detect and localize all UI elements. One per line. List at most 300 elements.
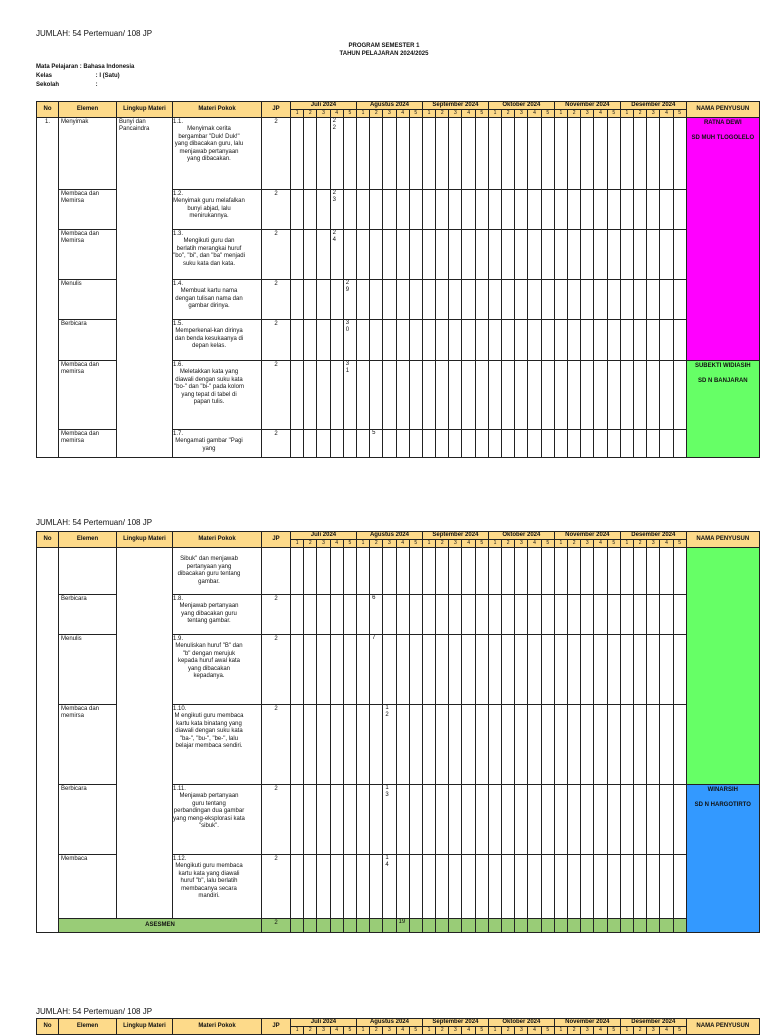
penyusun-cell: RATNA DEWI SD MUH TLOGOLELO xyxy=(686,118,759,361)
week-cell xyxy=(317,230,330,280)
week-cell xyxy=(488,785,501,855)
header-week: 2 xyxy=(634,1027,647,1035)
jp-cell: 2 xyxy=(262,705,291,785)
elemen-cell: Membaca dan Memirsa xyxy=(59,190,117,230)
week-cell xyxy=(673,705,686,785)
week-cell xyxy=(541,280,554,320)
header-week: 4 xyxy=(396,110,409,118)
week-cell xyxy=(488,430,501,458)
header-week: 1 xyxy=(422,1027,435,1035)
materi-pokok-cell xyxy=(173,190,262,230)
week-cell xyxy=(383,320,396,361)
week-cell xyxy=(304,280,317,320)
week-cell-mark: 7 xyxy=(370,635,383,705)
week-cell xyxy=(383,430,396,458)
jp-cell: 2 xyxy=(262,280,291,320)
header-week: 5 xyxy=(475,110,488,118)
week-cell xyxy=(660,919,673,933)
week-cell xyxy=(422,320,435,361)
week-cell xyxy=(607,705,620,785)
materi-text: Menjawab pertanyaan guru tentang perbandingan dua gambar yang meng-eksplorasi kata "sibuk". xyxy=(173,793,245,830)
row-number xyxy=(37,548,59,933)
week-cell xyxy=(330,635,343,705)
week-cell-mark: 2 3 xyxy=(330,190,343,230)
header-week: 4 xyxy=(528,110,541,118)
week-cell xyxy=(409,785,422,855)
header-month: November 2024 xyxy=(554,1019,620,1027)
week-cell xyxy=(581,230,594,280)
materi-pokok-cell xyxy=(173,230,262,280)
header-month: Juli 2024 xyxy=(291,102,357,110)
elemen-cell: Berbicara xyxy=(59,320,117,361)
week-cell xyxy=(462,705,475,785)
week-cell xyxy=(660,430,673,458)
header-week: 1 xyxy=(356,540,369,548)
week-cell xyxy=(383,548,396,595)
materi-number: 1.3. xyxy=(173,231,184,237)
week-cell xyxy=(554,361,567,430)
week-cell xyxy=(317,430,330,458)
week-cell xyxy=(396,430,409,458)
materi-number: 1.1. xyxy=(173,119,184,125)
week-cell xyxy=(515,548,528,595)
week-cell-mark: 1 3 xyxy=(383,785,396,855)
table-body-2 xyxy=(37,548,760,933)
week-cell xyxy=(660,785,673,855)
header-week: 1 xyxy=(488,110,501,118)
week-cell xyxy=(291,361,304,430)
week-cell xyxy=(436,785,449,855)
week-cell xyxy=(317,919,330,933)
week-cell xyxy=(370,280,383,320)
week-cell xyxy=(462,430,475,458)
header-week: 3 xyxy=(449,540,462,548)
week-cell xyxy=(594,785,607,855)
week-cell xyxy=(502,280,515,320)
table-row xyxy=(37,118,760,190)
week-cell xyxy=(515,361,528,430)
header-week: 2 xyxy=(304,1027,317,1035)
header-week: 4 xyxy=(330,540,343,548)
week-cell xyxy=(634,190,647,230)
week-cell xyxy=(422,919,435,933)
week-cell xyxy=(647,361,660,430)
week-cell xyxy=(356,118,369,190)
week-cell xyxy=(647,280,660,320)
week-cell xyxy=(647,855,660,919)
elemen-cell: Membaca dan Memirsa xyxy=(59,230,117,280)
week-cell xyxy=(634,855,647,919)
week-cell xyxy=(462,635,475,705)
week-cell xyxy=(475,230,488,280)
week-cell xyxy=(436,118,449,190)
header-jp: JP xyxy=(262,532,291,548)
week-cell xyxy=(568,190,581,230)
week-cell xyxy=(488,635,501,705)
week-cell xyxy=(620,548,633,595)
week-cell xyxy=(409,230,422,280)
penyusun-cell-green xyxy=(686,548,759,785)
week-cell xyxy=(343,430,356,458)
header-week: 5 xyxy=(607,110,620,118)
header-week: 2 xyxy=(436,540,449,548)
header-week: 3 xyxy=(647,110,660,118)
week-cell xyxy=(673,118,686,190)
header-month: November 2024 xyxy=(554,102,620,110)
meta-mapel: Mata Pelajaran : Bahasa Indonesia xyxy=(36,64,135,70)
week-cell xyxy=(304,430,317,458)
materi-text: Menuliskan huruf "B" dan "b" dengan merujuk kepada huruf awal kata yang dibacakan kepadanya. xyxy=(175,643,243,680)
header-month: Agustus 2024 xyxy=(356,1019,422,1027)
week-cell xyxy=(568,785,581,855)
week-cell xyxy=(291,919,304,933)
week-cell xyxy=(409,595,422,635)
header-week: 2 xyxy=(304,110,317,118)
week-cell xyxy=(304,635,317,705)
week-cell xyxy=(541,785,554,855)
materi-number: 1.4. xyxy=(173,281,184,287)
penyusun-cell: WINARSIH SD N HARGOTIRTO xyxy=(686,785,759,933)
week-cell xyxy=(330,705,343,785)
week-cell xyxy=(607,430,620,458)
week-cell xyxy=(422,595,435,635)
week-cell xyxy=(673,280,686,320)
week-cell xyxy=(396,595,409,635)
week-cell xyxy=(475,705,488,785)
week-cell xyxy=(396,118,409,190)
program-table-3 xyxy=(36,1018,760,1035)
week-cell xyxy=(634,548,647,595)
materi-pokok-cell xyxy=(173,548,262,595)
materi-text: Menyimak cerita bergambar "Duk! Duk!" yang dibacakan guru, lalu menjawab pertanyaan yang dibacakan. xyxy=(174,126,244,163)
program-year: TAHUN PELAJARAN 2024/2025 xyxy=(339,51,429,57)
header-week: 2 xyxy=(568,540,581,548)
week-cell xyxy=(396,635,409,705)
week-cell xyxy=(330,785,343,855)
header-week: 1 xyxy=(554,540,567,548)
header-week: 1 xyxy=(620,1027,633,1035)
week-cell xyxy=(462,595,475,635)
week-cell xyxy=(370,118,383,190)
week-cell xyxy=(462,190,475,230)
week-cell xyxy=(607,230,620,280)
week-cell xyxy=(502,430,515,458)
week-cell xyxy=(304,705,317,785)
week-cell xyxy=(568,548,581,595)
header-no: No xyxy=(37,532,59,548)
week-cell-mark: 2 4 xyxy=(330,230,343,280)
week-cell xyxy=(488,118,501,190)
jp-cell: 2 xyxy=(262,919,291,933)
week-cell xyxy=(634,118,647,190)
header-week: 4 xyxy=(528,1027,541,1035)
week-cell xyxy=(356,705,369,785)
week-cell xyxy=(304,855,317,919)
week-cell xyxy=(673,361,686,430)
week-cell xyxy=(488,595,501,635)
header-week: 4 xyxy=(462,1027,475,1035)
week-cell xyxy=(541,118,554,190)
week-cell xyxy=(383,190,396,230)
header-week: 3 xyxy=(581,110,594,118)
week-cell xyxy=(502,548,515,595)
header-materi: Materi Pokok xyxy=(173,1019,262,1035)
week-cell xyxy=(620,230,633,280)
week-cell xyxy=(409,919,422,933)
week-cell xyxy=(304,548,317,595)
week-cell xyxy=(515,705,528,785)
week-cell xyxy=(647,190,660,230)
week-cell xyxy=(673,320,686,361)
week-cell xyxy=(660,705,673,785)
week-cell xyxy=(528,595,541,635)
week-cell xyxy=(541,190,554,230)
week-cell xyxy=(304,361,317,430)
header-week: 5 xyxy=(475,1027,488,1035)
week-cell xyxy=(568,595,581,635)
header-week: 1 xyxy=(422,110,435,118)
materi-text: Sibuk" dan menjawab pertanyaan yang dibacakan guru tentang gambar. xyxy=(177,556,241,585)
week-cell xyxy=(343,635,356,705)
week-cell xyxy=(673,855,686,919)
week-cell xyxy=(541,548,554,595)
week-cell xyxy=(620,785,633,855)
asesmen-row xyxy=(37,919,760,933)
week-cell xyxy=(475,785,488,855)
materi-pokok-cell xyxy=(173,635,262,705)
week-cell xyxy=(594,190,607,230)
table-wrapper-3 xyxy=(36,1018,760,1035)
week-cell xyxy=(515,635,528,705)
week-cell xyxy=(568,230,581,280)
week-cell xyxy=(330,320,343,361)
week-cell xyxy=(370,548,383,595)
header-week: 4 xyxy=(660,110,673,118)
header-week: 2 xyxy=(502,1027,515,1035)
elemen-cell: Menulis xyxy=(59,635,117,705)
week-cell xyxy=(607,361,620,430)
week-cell xyxy=(330,430,343,458)
week-cell xyxy=(317,280,330,320)
week-cell xyxy=(620,595,633,635)
materi-pokok-cell xyxy=(173,785,262,855)
week-cell xyxy=(422,635,435,705)
week-cell xyxy=(673,919,686,933)
week-cell xyxy=(594,320,607,361)
table-wrapper-2 xyxy=(36,531,760,933)
week-cell xyxy=(343,190,356,230)
week-cell xyxy=(554,190,567,230)
week-cell xyxy=(502,320,515,361)
week-cell xyxy=(409,548,422,595)
elemen-cell: Membaca xyxy=(59,855,117,919)
week-cell xyxy=(343,919,356,933)
header-nama-penyusun: NAMA PENYUSUN xyxy=(686,102,759,118)
week-cell xyxy=(594,705,607,785)
header-week: 5 xyxy=(343,1027,356,1035)
header-week: 3 xyxy=(647,540,660,548)
header-week: 5 xyxy=(409,1027,422,1035)
week-cell xyxy=(660,230,673,280)
lingkup-materi-cell: Bunyi dan Pancaindra xyxy=(117,118,173,458)
week-cell xyxy=(343,785,356,855)
week-cell xyxy=(304,190,317,230)
header-month: Desember 2024 xyxy=(620,1019,686,1027)
header-week: 5 xyxy=(541,1027,554,1035)
week-cell xyxy=(449,190,462,230)
header-week: 3 xyxy=(383,1027,396,1035)
week-cell xyxy=(462,548,475,595)
materi-number: 1.12. xyxy=(173,856,187,862)
materi-number: 1.9. xyxy=(173,636,184,642)
week-cell xyxy=(370,361,383,430)
table-head-1 xyxy=(37,102,760,118)
header-week: 3 xyxy=(317,540,330,548)
row-number: 1. xyxy=(37,118,59,458)
week-cell xyxy=(422,280,435,320)
header-month: Desember 2024 xyxy=(620,532,686,540)
week-cell xyxy=(528,705,541,785)
jp-cell: 2 xyxy=(262,785,291,855)
elemen-cell: Membaca dan memirsa xyxy=(59,705,117,785)
header-week: 2 xyxy=(370,540,383,548)
header-week: 5 xyxy=(673,540,686,548)
header-week: 4 xyxy=(660,1027,673,1035)
week-cell xyxy=(594,548,607,595)
week-cell xyxy=(409,361,422,430)
program-title: PROGRAM SEMESTER 1 xyxy=(348,43,420,49)
header-week: 1 xyxy=(554,1027,567,1035)
week-cell xyxy=(660,595,673,635)
week-cell xyxy=(554,635,567,705)
week-cell xyxy=(581,919,594,933)
header-nama-penyusun: NAMA PENYUSUN xyxy=(686,532,759,548)
week-cell xyxy=(304,785,317,855)
week-cell xyxy=(581,280,594,320)
week-cell xyxy=(568,320,581,361)
week-cell xyxy=(488,230,501,280)
week-cell xyxy=(660,320,673,361)
week-cell xyxy=(554,705,567,785)
week-cell xyxy=(370,230,383,280)
week-cell xyxy=(422,855,435,919)
week-cell xyxy=(304,118,317,190)
week-cell xyxy=(422,118,435,190)
header-week: 1 xyxy=(291,540,304,548)
week-cell xyxy=(660,118,673,190)
week-cell xyxy=(436,320,449,361)
header-month: Oktober 2024 xyxy=(488,532,554,540)
week-cell xyxy=(409,635,422,705)
materi-number: 1.6. xyxy=(173,362,184,368)
week-cell xyxy=(462,361,475,430)
week-cell xyxy=(343,705,356,785)
week-cell xyxy=(620,855,633,919)
header-week: 5 xyxy=(607,1027,620,1035)
week-cell xyxy=(634,361,647,430)
week-cell xyxy=(528,118,541,190)
week-cell xyxy=(370,785,383,855)
week-cell xyxy=(660,855,673,919)
header-week: 2 xyxy=(304,540,317,548)
week-cell xyxy=(594,635,607,705)
week-cell xyxy=(634,635,647,705)
header-elemen: Elemen xyxy=(59,532,117,548)
week-cell xyxy=(634,320,647,361)
week-cell xyxy=(291,190,304,230)
program-table-2 xyxy=(36,531,760,933)
week-cell xyxy=(383,230,396,280)
header-week: 1 xyxy=(620,540,633,548)
week-cell xyxy=(396,361,409,430)
week-cell xyxy=(594,595,607,635)
materi-text: Menjawab pertanyaan yang dibacakan guru tentang gambar. xyxy=(179,603,239,625)
week-cell xyxy=(488,548,501,595)
week-cell xyxy=(462,919,475,933)
week-cell xyxy=(462,280,475,320)
week-cell xyxy=(475,919,488,933)
week-cell xyxy=(422,230,435,280)
week-cell xyxy=(515,118,528,190)
week-cell xyxy=(620,919,633,933)
header-week: 2 xyxy=(568,1027,581,1035)
week-cell xyxy=(502,785,515,855)
week-cell xyxy=(291,705,304,785)
week-cell xyxy=(541,635,554,705)
week-cell xyxy=(422,705,435,785)
header-week: 5 xyxy=(541,540,554,548)
week-cell xyxy=(660,548,673,595)
jumlah-label-1: JUMLAH: 54 Pertemuan/ 108 JP xyxy=(36,29,153,38)
elemen-cell: Berbicara xyxy=(59,595,117,635)
jp-cell: 2 xyxy=(262,190,291,230)
penyusun-cell: SUBEKTI WIDIASIH SD N BANJARAN xyxy=(686,361,759,458)
week-cell xyxy=(449,430,462,458)
week-cell-mark: 1 4 xyxy=(383,855,396,919)
week-cell xyxy=(370,190,383,230)
header-week: 3 xyxy=(317,1027,330,1035)
materi-text: Menyimak guru melafalkan bunyi abjad, lalu menirukannya. xyxy=(173,198,245,220)
materi-text: Memperkenal-kan dirinya dan benda kesukaanya di depan kelas. xyxy=(174,328,244,350)
week-cell xyxy=(356,855,369,919)
week-cell xyxy=(449,118,462,190)
week-cell xyxy=(528,230,541,280)
materi-pokok-cell xyxy=(173,430,262,458)
week-cell xyxy=(304,595,317,635)
week-cell xyxy=(502,595,515,635)
week-cell xyxy=(673,635,686,705)
week-cell xyxy=(356,280,369,320)
header-week: 3 xyxy=(449,110,462,118)
week-cell xyxy=(607,118,620,190)
elemen-cell: Membaca dan memirsa xyxy=(59,361,117,430)
week-cell xyxy=(528,635,541,705)
elemen-cell: Menulis xyxy=(59,280,117,320)
header-week: 1 xyxy=(356,110,369,118)
week-cell xyxy=(607,919,620,933)
week-cell xyxy=(343,855,356,919)
week-cell xyxy=(502,705,515,785)
jp-cell: 2 xyxy=(262,595,291,635)
week-cell xyxy=(383,919,396,933)
week-cell xyxy=(568,635,581,705)
week-cell xyxy=(462,785,475,855)
week-cell xyxy=(634,595,647,635)
header-jp: JP xyxy=(262,1019,291,1035)
header-week: 4 xyxy=(330,110,343,118)
week-cell xyxy=(594,118,607,190)
week-cell xyxy=(528,320,541,361)
